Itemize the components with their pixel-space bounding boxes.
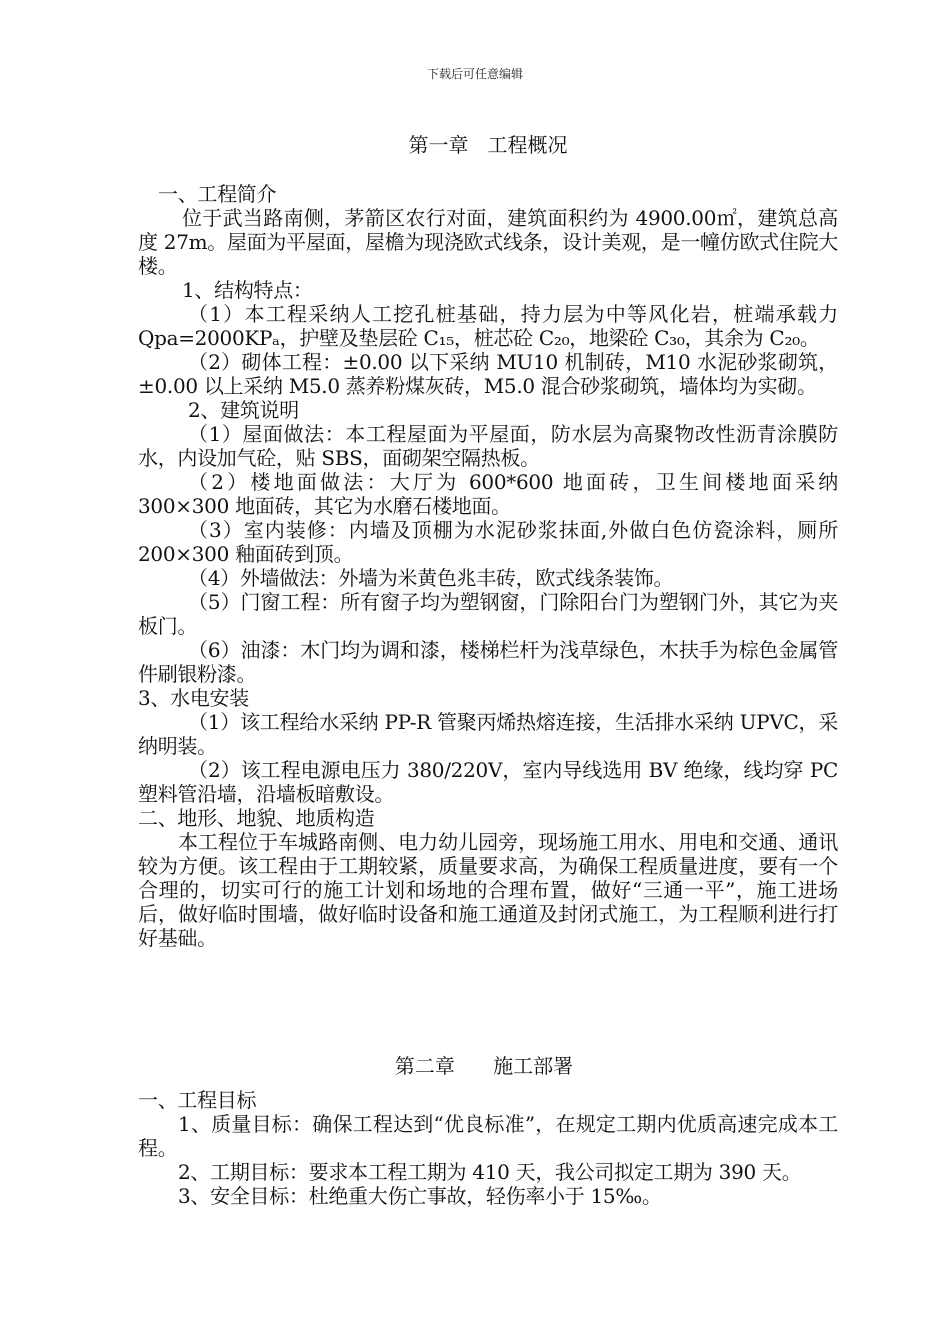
paragraph: （4）外墙做法：外墙为米黄色兆丰砖，欧式线条装饰。 bbox=[188, 566, 674, 590]
paragraph: 3、安全目标：杜绝重大伤亡事故，轻伤率小于 15‰。 bbox=[178, 1184, 662, 1208]
chapter-2-title: 第二章 施工部署 bbox=[394, 1054, 574, 1078]
paragraph: （1）屋面做法：本工程屋面为平屋面，防水层为高聚物改性沥青涂膜防水，内设加气砼，贴 SBS，面砌架空隔热板。 bbox=[138, 422, 838, 470]
paragraph: （1）该工程给水采纳 PP-R 管聚丙烯热熔连接，生活排水采纳 UPVC，采纳明装。 bbox=[138, 710, 838, 758]
paragraph: （3）室内装修：内墙及顶棚为水泥砂浆抹面,外做白色仿瓷涂料，厕所 200×300 釉面砖到顶。 bbox=[138, 518, 845, 566]
paragraph: 位于武当路南侧，茅箭区农行对面，建筑面积约为 4900.00㎡，建筑总高度 27m。屋面为平屋面，屋檐为现浇欧式线条，设计美观，是一幢仿欧式住院大楼。 bbox=[138, 206, 838, 278]
chapter-2-body bbox=[138, 1088, 838, 1208]
page-header-note: 下载后可任意编辑 bbox=[426, 67, 523, 81]
chapter-1-title: 第一章 工程概况 bbox=[408, 133, 568, 157]
paragraph: 二、地形、地貌、地质构造 bbox=[138, 806, 375, 830]
paragraph: 2、工期目标：要求本工程工期为 410 天，我公司拟定工期为 390 天。 bbox=[178, 1160, 802, 1184]
paragraph: （2）该工程电源电压力 380/220V，室内导线选用 BV 绝缘，线均穿 PC 塑料管沿墙，沿墙板暗敷设。 bbox=[138, 758, 845, 806]
paragraph: 1、质量目标：确保工程达到“优良标准”，在规定工期内优质高速完成本工程。 bbox=[138, 1112, 838, 1160]
paragraph: （5）门窗工程：所有窗子均为塑钢窗，门除阳台门为塑钢门外，其它为夹板门。 bbox=[138, 590, 838, 638]
paragraph: 一、工程目标 bbox=[138, 1088, 257, 1112]
paragraph: （6）油漆：木门均为调和漆，楼梯栏杆为浅草绿色，木扶手为棕色金属管件刷银粉漆。 bbox=[138, 638, 838, 686]
paragraph: （2）楼地面做法：大厅为 600*600 地面砖，卫生间楼地面采纳 300×300 地面砖，其它为水磨石楼地面。 bbox=[138, 470, 845, 518]
paragraph: 一、工程简介 bbox=[158, 182, 277, 206]
paragraph: 2、建筑说明 bbox=[188, 398, 299, 422]
paragraph: （1）本工程采纳人工挖孔桩基础，持力层为中等风化岩，桩端承载力 Qpa=2000KPₐ，护壁及垫层砼 C₁₅，桩芯砼 C₂₀，地梁砼 C₃₀，其余为 C₂₀。 bbox=[138, 302, 845, 350]
paragraph: （2）砌体工程：±0.00 以下采纳 MU10 机制砖，M10 水泥砂浆砌筑，±0.00 以上采纳 M5.0 蒸养粉煤灰砖，M5.0 混合砂浆砌筑，墙体均为实砌。 bbox=[138, 350, 838, 398]
paragraph: 本工程位于车城路南侧、电力幼儿园旁，现场施工用水、用电和交通、通讯较为方便。该工程由于工期较紧，质量要求高，为确保工程质量进度，要有一个合理的，切实可行的施工计划和场地的合理布置，做好“三通一平”，施工进场后，做好临时围墙，做好临时设备和施工通道及封闭式施工，为工程顺利进行打好基础。 bbox=[138, 830, 838, 950]
chapter-1-body bbox=[138, 182, 845, 950]
paragraph: 1、结构特点： bbox=[182, 278, 313, 302]
paragraph: 3、水电安装 bbox=[138, 686, 249, 710]
